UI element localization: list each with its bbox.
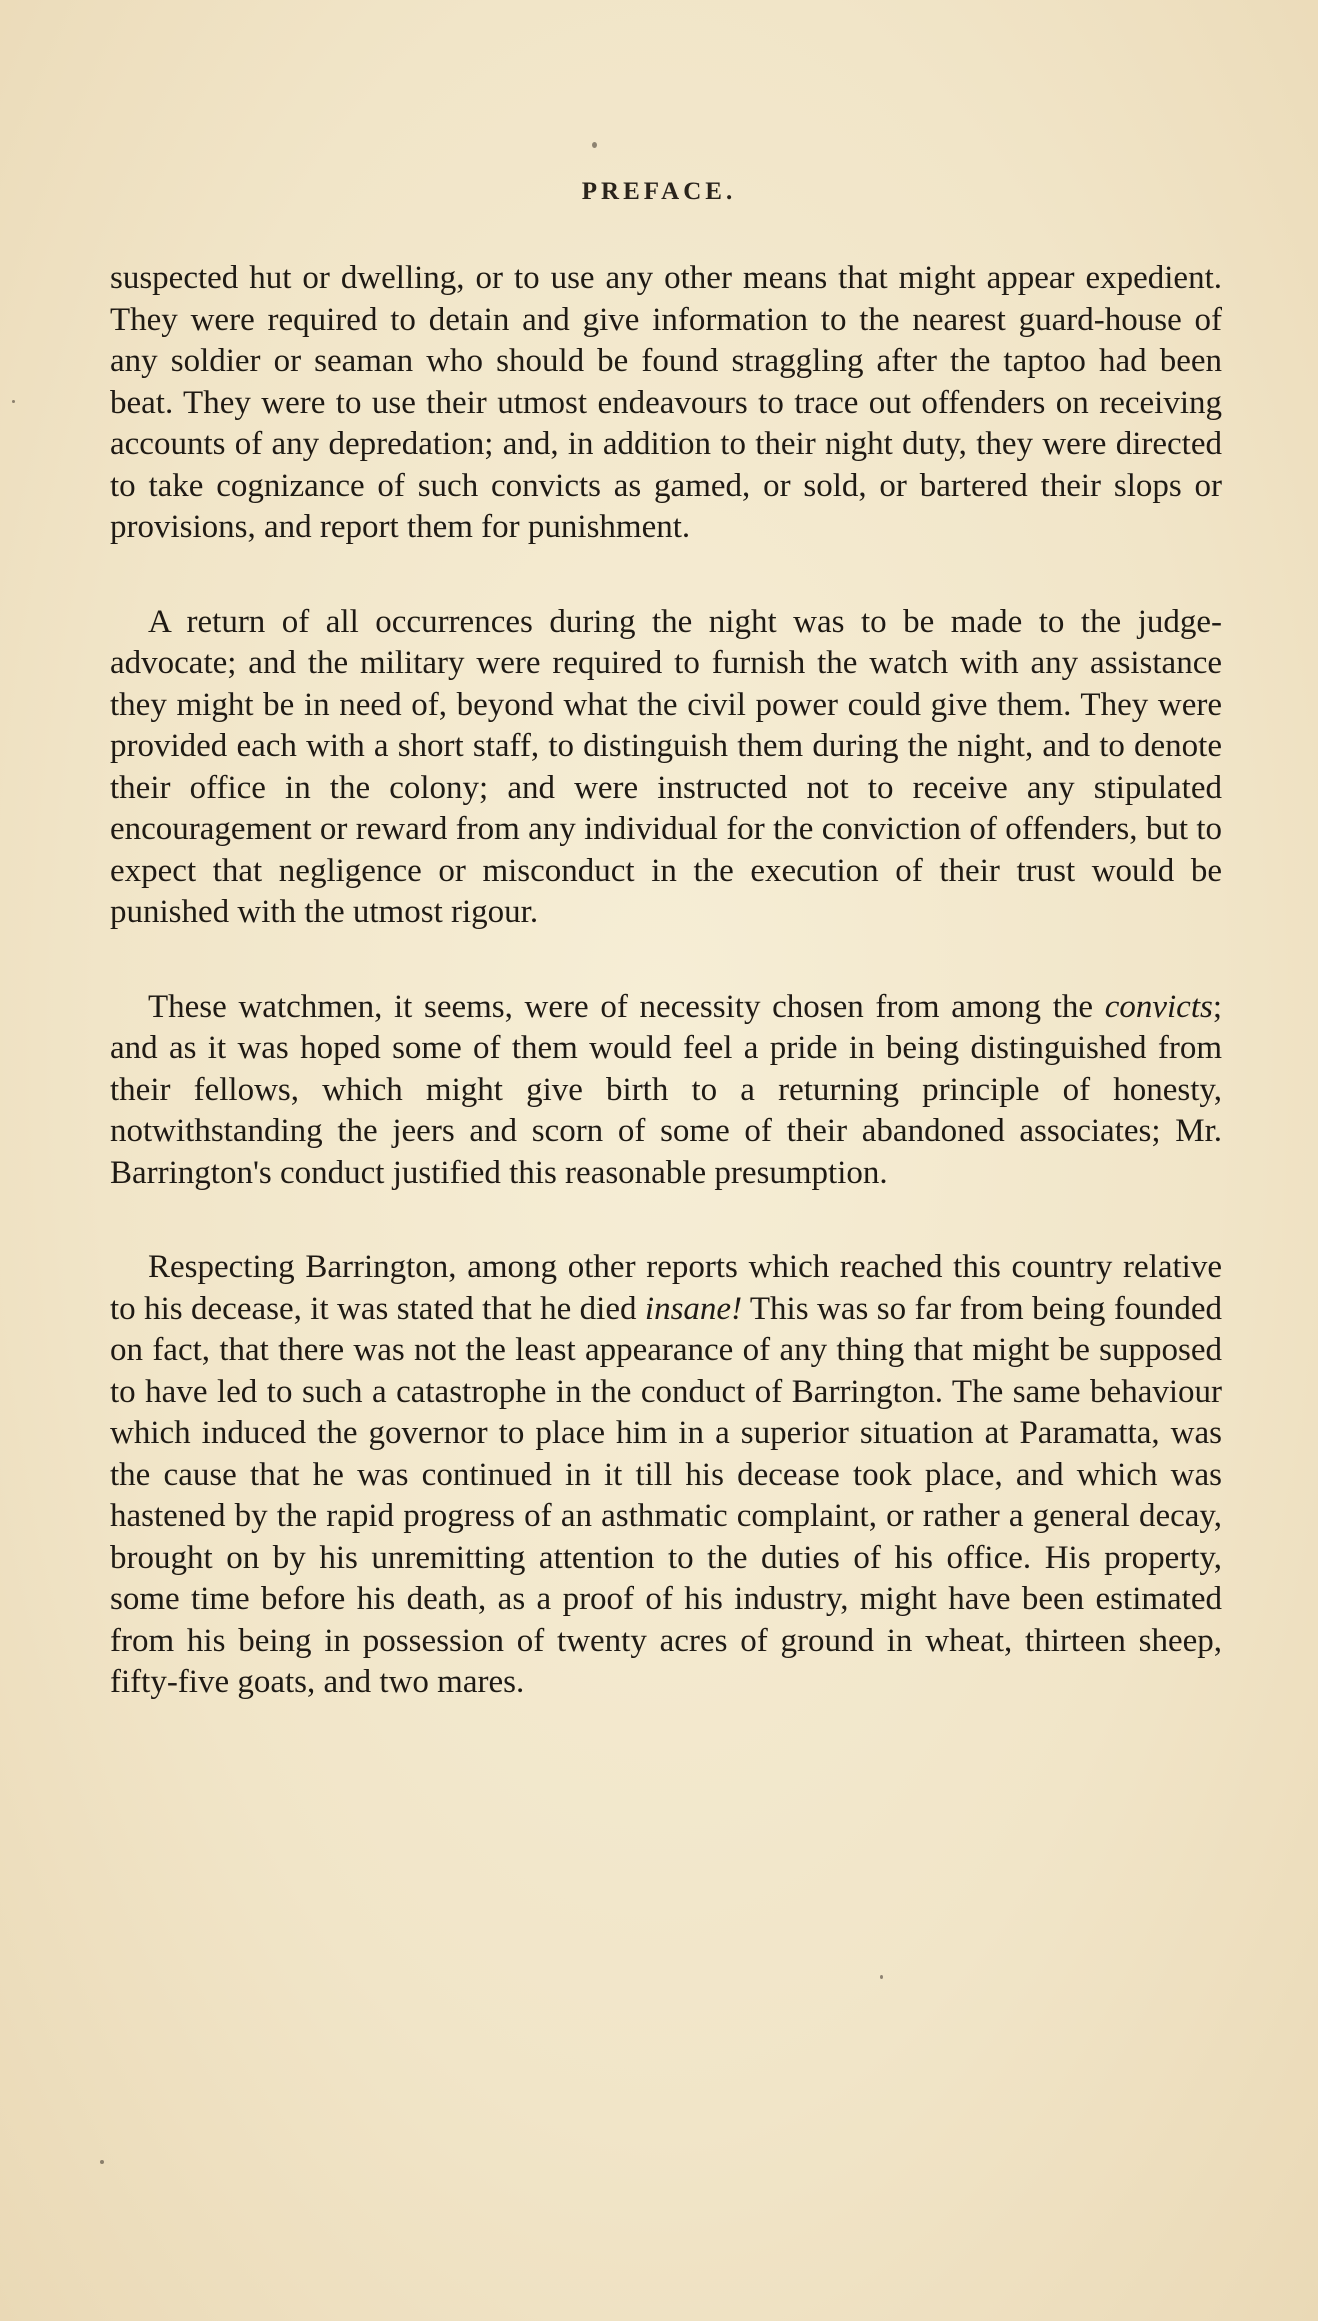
paragraph-4-text-after: This was so far from being founded on fact, that there was not the least appearance of any thing that might be supposed to have led to such a catastrophe in the conduct of Barrington. The same behaviour which induced the governor to place him in a superior situation at Paramatta, was the cause that he was continued in it till his decease took place, and which was hastened by the rapid progress of an asthmatic complaint, or rather a general decay, brought on by his unremitting attention to the duties of his office. His property, some time before his death, as a proof of his industry, might have been estimated from his being in possession of twenty acres of ground in wheat, thirteen sheep, fifty-five goats, and two mares. [110,1290,1222,1700]
paragraph-4 [110,1247,1222,1704]
ink-speck [592,142,597,148]
paragraph-3 [110,987,1222,1195]
ink-speck [880,1975,883,1979]
running-head: PREFACE. [581,178,737,205]
paragraph-2: A return of all occurrences during the night was to be made to the judge-advocate; and the military were required to furnish the watch with any assistance they might be in need of, beyond what the civil power could give them. They were provided each with a short staff, to distinguish them during the night, and to denote their office in the colony; and were instructed not to receive any stipulated encouragement or reward from any individual for the conviction of offenders, but to expect that negligence or misconduct in the execution of their trust would be punished with the utmost rigour. [110,603,1222,930]
emphasis-convicts: convicts [1104,988,1213,1025]
paragraph-4-text-before: Respecting Barrington, among other reports which reached this country relative to his decease, it was stated that he died [110,1249,1222,1327]
paragraph-3-text-after: ; and as it was hoped some of them would feel a pride in being distinguished from their fellows, which might give birth to a returning principle of honesty, notwithstanding the jeers and scorn of some of their abandoned associates; Mr. Barrington's conduct justified this reasonable presumption. [110,988,1222,1191]
ink-speck [100,2160,104,2164]
paragraph-3-text-before: These watchmen, it seems, were of necessity chosen from among the [148,988,1105,1025]
ink-speck [12,400,15,403]
body-text [110,258,1222,1757]
paragraph-1: suspected hut or dwelling, or to use any other means that might appear expedient. They were required to detain and give information to the nearest guard-house of any soldier or seaman who should be found straggling after the taptoo had been beat. They were to use their utmost endeavours to trace out offenders on receiving accounts of any depredation; and, in addition to their night duty, they were directed to take cognizance of such convicts as gamed, or sold, or bartered their slops or provisions, and report them for punishment. [110,260,1222,545]
emphasis-insane: insane! [644,1290,743,1327]
